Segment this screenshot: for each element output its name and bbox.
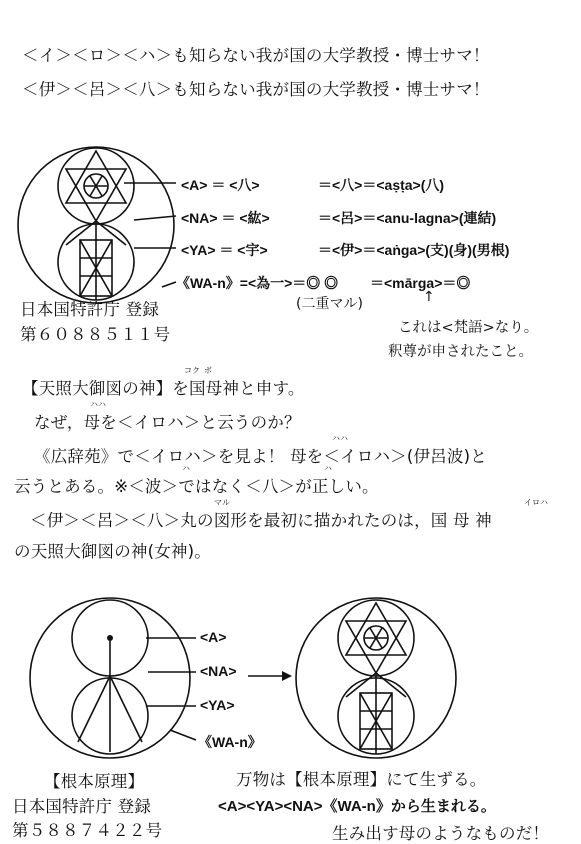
diagram1-row-4-left: 《WA-n》=<為一>＝◎ ◎ — [176, 275, 339, 291]
diagram1-row-1-left: <A> ＝ <八> — [181, 177, 260, 193]
ruby-iroha: イロハ — [524, 498, 548, 507]
emblem-1-triangle-up — [66, 151, 126, 203]
footer-line-3: 生み出す母のようなものだ！ — [332, 824, 550, 843]
emblem-1 — [18, 147, 176, 303]
diagram1-row-2-left: <NA> ＝ <紘> — [181, 210, 270, 226]
diagram1-row-3-right: ＝<伊>＝<aṅga>(支)(身)(男根) — [318, 242, 510, 258]
sanskrit-note-2: 釈尊が申されたこと。 — [388, 344, 533, 360]
ruby-maru: マル — [214, 498, 230, 507]
header-line-1: ＜イ＞＜ロ＞＜ハ＞も知らない我が国の大学教授・博士サマ！ — [22, 46, 490, 65]
body-paragraph-4a: ＜伊＞＜呂＞＜八＞丸の図形を最初に描かれたのは，国 母 神 — [30, 511, 492, 530]
diagram2-label-na: <NA> — [200, 663, 237, 679]
ruby-bo: ボ — [204, 366, 212, 375]
footer-title: 【根本原理】 — [44, 772, 145, 791]
ruby-haha-2: ハハ — [332, 434, 348, 443]
footer-line-1: 万物は【根本原理】にて生ずる。 — [236, 770, 487, 789]
patent-office-2: 日本国特許庁 登録 — [12, 797, 152, 816]
emblem-2 — [30, 598, 196, 758]
body-paragraph-1: 【天照大御図の神】を国母神と申す。 — [22, 379, 305, 398]
emblem-1-triangle-down — [66, 169, 126, 221]
double-circle-note: (二重マル) — [296, 296, 363, 312]
up-arrow: ↑ — [423, 289, 435, 305]
body-paragraph-3a: 《広辞苑》で＜イロハ＞を見よ！ 母を＜イロハ＞(伊呂波)と — [34, 447, 487, 466]
ruby-haha-1: ハハ — [90, 400, 106, 409]
diagram1-row-3-left: <YA> ＝ <宇> — [181, 242, 268, 258]
body-paragraph-2: なぜ，母を＜イロハ＞と云うのか？ — [34, 413, 301, 432]
patent-number-1: 第６０８８５１１号 — [20, 325, 171, 344]
diagram1-row-4-right: ＝<mārga>＝◎ — [370, 275, 471, 291]
header-line-2: ＜伊＞＜呂＞＜八＞も知らない我が国の大学教授・博士サマ！ — [22, 80, 490, 99]
ruby-koku: コク — [184, 366, 200, 375]
footer-line-2: <A><YA><NA>《WA-n》から生まれる。 — [218, 798, 496, 815]
diagram1-row-1-right: ＝<八>＝<aṣṭa>(八) — [318, 177, 445, 193]
diagram2-label-ya: <YA> — [200, 697, 235, 713]
ruby-ha-2: ハ — [324, 464, 332, 473]
diagram2-label-wan: 《WA-n》 — [198, 734, 262, 750]
emblem-3 — [296, 598, 456, 758]
body-paragraph-4b: の天照大御図の神(女神)。 — [14, 542, 211, 561]
ruby-ha-1: ハ — [182, 464, 190, 473]
diagram1-row-2-right: ＝<呂>＝<anu-lagna>(連結) — [318, 210, 497, 226]
body-paragraph-3b: 云うとある。※＜波＞ではなく＜八＞が正しい。 — [14, 477, 379, 496]
diagram2-label-a: <A> — [200, 629, 227, 645]
patent-office-1: 日本国特許庁 登録 — [20, 300, 160, 319]
patent-number-2: 第５８８７４２２号 — [12, 821, 163, 840]
sanskrit-note-1: これは<梵語>なり。 — [398, 320, 539, 336]
